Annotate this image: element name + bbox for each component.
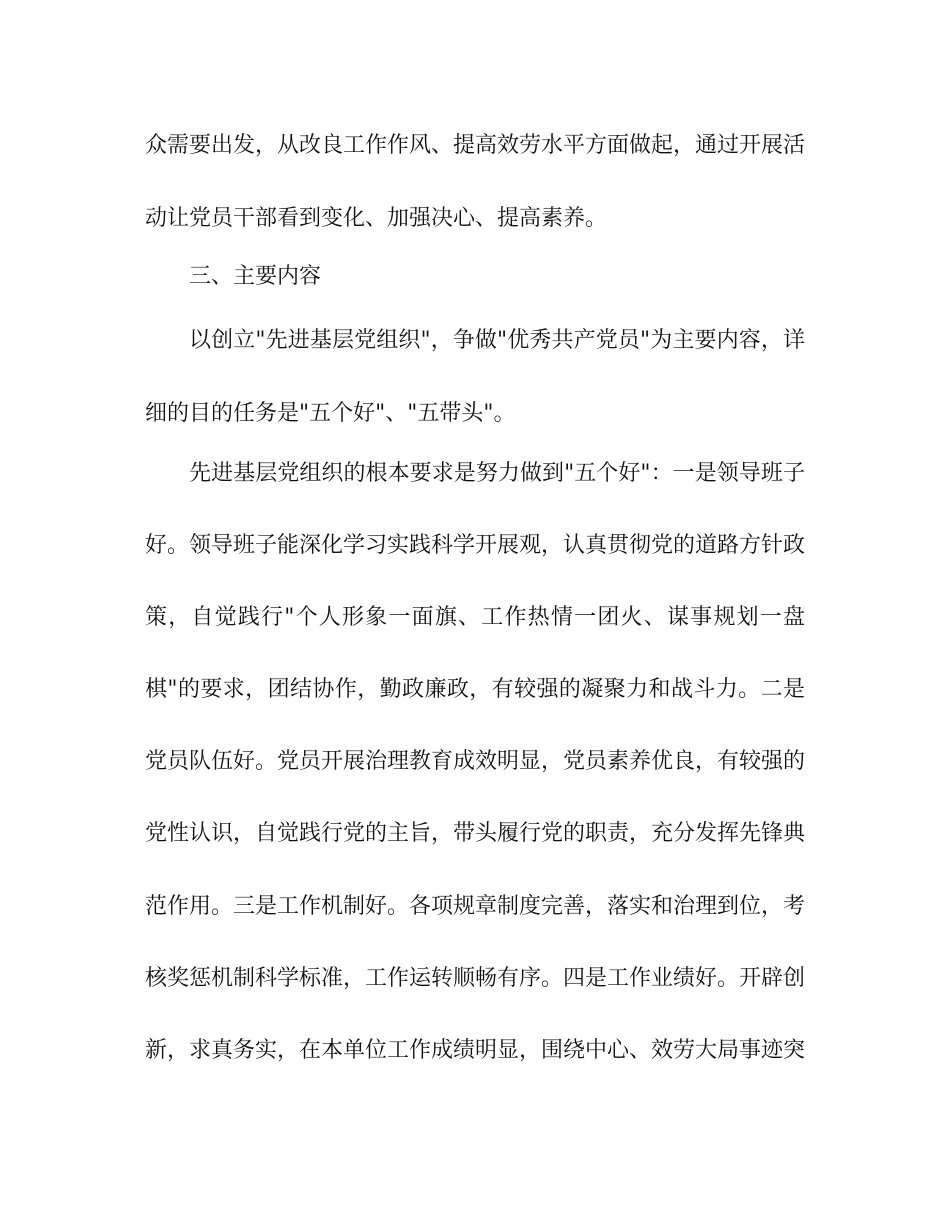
text-line-13: 核奖惩机制科学标准，工作运转顺畅有序。四是工作业绩好。开辟创 xyxy=(145,966,806,991)
text-line-7: 好。领导班子能深化学习实践科学开展观，认真贯彻党的道路方针政 xyxy=(145,533,806,558)
text-line-14: 新，求真务实，在本单位工作成绩明显，围绕中心、效劳大局事迹突 xyxy=(145,1038,806,1063)
text-line-11: 党性认识，自觉践行党的主旨，带头履行党的职责，充分发挥先锋典 xyxy=(145,821,806,846)
text-line-5: 细的目的任务是"五个好"、"五带头"。 xyxy=(145,401,516,426)
text-line-4: 以创立"先进基层党组织"，争做"优秀共产党员"为主要内容，详 xyxy=(189,328,805,353)
section-heading: 三、主要内容 xyxy=(189,264,322,289)
text-line-1: 众需要出发，从改良工作作风、提高效劳水平方面做起，通过开展活 xyxy=(145,133,806,158)
text-line-9: 棋"的要求，团结协作，勤政廉政，有较强的凝聚力和战斗力。二是 xyxy=(145,677,805,702)
text-line-6: 先进基层党组织的根本要求是努力做到"五个好"：一是领导班子 xyxy=(189,461,805,486)
text-line-12: 范作用。三是工作机制好。各项规章制度完善，落实和治理到位，考 xyxy=(145,894,806,919)
text-line-8: 策，自觉践行"个人形象一面旗、工作热情一团火、谋事规划一盘 xyxy=(145,605,805,630)
text-line-10: 党员队伍好。党员开展治理教育成效明显，党员素养优良，有较强的 xyxy=(145,749,806,774)
text-line-2: 动让党员干部看到变化、加强决心、提高素养。 xyxy=(145,206,608,231)
